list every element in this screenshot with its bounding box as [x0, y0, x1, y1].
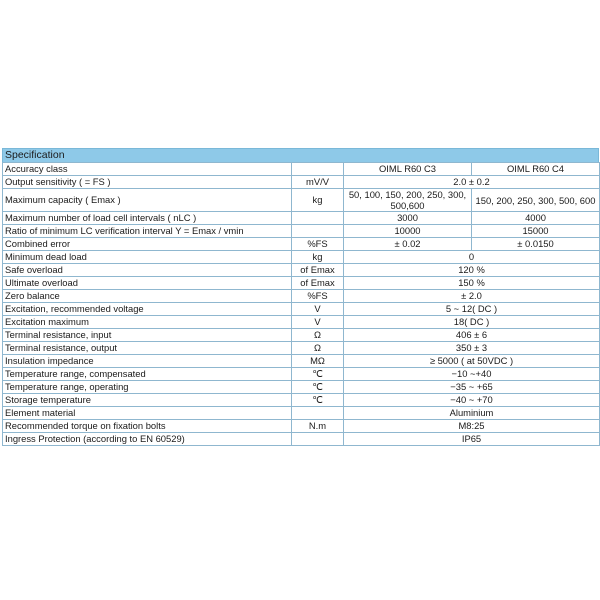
param-cell: Recommended torque on fixation bolts — [3, 420, 292, 433]
unit-cell: kg — [292, 189, 344, 212]
param-cell: Output sensitivity ( = FS ) — [3, 176, 292, 189]
value-cell: 406 ± 6 — [344, 329, 600, 342]
table-row — [3, 368, 600, 381]
param-cell: Ingress Protection (according to EN 60529) — [3, 433, 292, 446]
unit-cell — [292, 225, 344, 238]
unit-cell: Ω — [292, 342, 344, 355]
param-cell: Element material — [3, 407, 292, 420]
param-cell: Maximum capacity ( Emax ) — [3, 189, 292, 212]
table-row — [3, 381, 600, 394]
table-row — [3, 342, 600, 355]
value-cell: 5 ~ 12( DC ) — [344, 303, 600, 316]
table-row — [3, 407, 600, 420]
c3-cell: 10000 — [344, 225, 472, 238]
unit-cell — [292, 212, 344, 225]
param-cell: Excitation maximum — [3, 316, 292, 329]
table-row — [3, 163, 600, 176]
param-cell: Terminal resistance, output — [3, 342, 292, 355]
param-cell: Terminal resistance, input — [3, 329, 292, 342]
unit-cell — [292, 163, 344, 176]
param-cell: Combined error — [3, 238, 292, 251]
table-row — [3, 394, 600, 407]
param-cell: Temperature range, compensated — [3, 368, 292, 381]
unit-cell: of Emax — [292, 264, 344, 277]
param-cell: Ultimate overload — [3, 277, 292, 290]
c4-cell: 4000 — [472, 212, 600, 225]
value-cell: Aluminium — [344, 407, 600, 420]
param-cell: Safe overload — [3, 264, 292, 277]
c4-cell: 15000 — [472, 225, 600, 238]
table-row — [3, 290, 600, 303]
unit-cell: ℃ — [292, 368, 344, 381]
unit-cell: mV/V — [292, 176, 344, 189]
value-cell: ± 2.0 — [344, 290, 600, 303]
value-cell: 2.0 ± 0.2 — [344, 176, 600, 189]
value-cell: ≥ 5000 ( at 50VDC ) — [344, 355, 600, 368]
table-row — [3, 303, 600, 316]
specification-title: Specification — [2, 148, 599, 162]
value-cell: IP65 — [344, 433, 600, 446]
value-cell: −10 ~+40 — [344, 368, 600, 381]
value-cell: 350 ± 3 — [344, 342, 600, 355]
value-cell: 150 % — [344, 277, 600, 290]
c4-cell: OIML R60 C4 — [472, 163, 600, 176]
value-cell: 120 % — [344, 264, 600, 277]
unit-cell: V — [292, 316, 344, 329]
c4-cell: ± 0.0150 — [472, 238, 600, 251]
c3-cell: OIML R60 C3 — [344, 163, 472, 176]
table-row — [3, 433, 600, 446]
table-row — [3, 264, 600, 277]
value-cell: 18( DC ) — [344, 316, 600, 329]
param-cell: Minimum dead load — [3, 251, 292, 264]
param-cell: Insulation impedance — [3, 355, 292, 368]
unit-cell: %FS — [292, 290, 344, 303]
param-cell: Zero balance — [3, 290, 292, 303]
value-cell: 0 — [344, 251, 600, 264]
table-row — [3, 316, 600, 329]
unit-cell: %FS — [292, 238, 344, 251]
table-row — [3, 277, 600, 290]
c3-cell: 3000 — [344, 212, 472, 225]
unit-cell: MΩ — [292, 355, 344, 368]
table-row — [3, 251, 600, 264]
unit-cell: ℃ — [292, 381, 344, 394]
table-row — [3, 238, 600, 251]
param-cell: Excitation, recommended voltage — [3, 303, 292, 316]
unit-cell: ℃ — [292, 394, 344, 407]
c3-cell: 50, 100, 150, 200, 250, 300, 500,600 — [344, 189, 472, 212]
unit-cell — [292, 407, 344, 420]
unit-cell — [292, 433, 344, 446]
param-cell: Accuracy class — [3, 163, 292, 176]
value-cell: M8:25 — [344, 420, 600, 433]
table-row — [3, 212, 600, 225]
unit-cell: N.m — [292, 420, 344, 433]
param-cell: Temperature range, operating — [3, 381, 292, 394]
table-row — [3, 329, 600, 342]
value-cell: −35 ~ +65 — [344, 381, 600, 394]
table-row — [3, 355, 600, 368]
table-row — [3, 225, 600, 238]
param-cell: Maximum number of load cell intervals ( nLC ) — [3, 212, 292, 225]
unit-cell: kg — [292, 251, 344, 264]
table-row — [3, 420, 600, 433]
value-cell: −40 ~ +70 — [344, 394, 600, 407]
unit-cell: Ω — [292, 329, 344, 342]
param-cell: Storage temperature — [3, 394, 292, 407]
specification-table — [2, 162, 600, 446]
table-row — [3, 189, 600, 212]
specification-table-block — [2, 148, 599, 446]
c4-cell: 150, 200, 250, 300, 500, 600 — [472, 189, 600, 212]
table-row — [3, 176, 600, 189]
param-cell: Ratio of minimum LC verification interval Y = Emax / vmin — [3, 225, 292, 238]
c3-cell: ± 0.02 — [344, 238, 472, 251]
unit-cell: of Emax — [292, 277, 344, 290]
unit-cell: V — [292, 303, 344, 316]
